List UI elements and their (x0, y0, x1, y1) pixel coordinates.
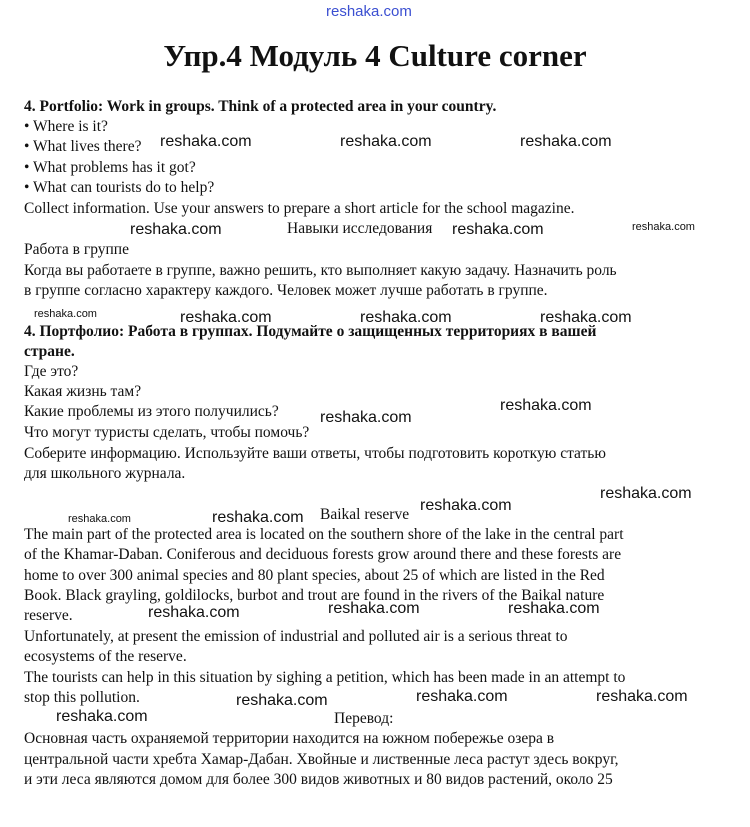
article-line: home to over 300 animal species and 80 plant species, about 25 of which are listed in the Red (24, 567, 605, 584)
translation-line: и эти леса являются домом для более 300 видов животных и 80 видов растений, около 25 (24, 771, 613, 788)
watermark-text: reshaka.com (452, 221, 544, 238)
watermark-text: reshaka.com (320, 409, 412, 426)
watermark-text: reshaka.com (180, 309, 272, 326)
group-work-heading: Работа в группе (24, 241, 129, 258)
article-line: stop this pollution. (24, 689, 140, 706)
watermark-text: reshaka.com (508, 600, 600, 617)
watermark-text: reshaka.com (340, 133, 432, 150)
watermark-text: reshaka.com (596, 688, 688, 705)
watermark-text: reshaka.com (130, 221, 222, 238)
task-ru-heading: стране. (24, 343, 75, 360)
task-en-instruction: Collect information. Use your answers to prepare a short article for the school magazine. (24, 200, 575, 217)
skills-label: Навыки исследования (287, 220, 433, 237)
task-en-question: • Where is it? (24, 118, 108, 135)
task-ru-question: Какие проблемы из этого получились? (24, 403, 279, 420)
article-title: Baikal reserve (320, 506, 410, 523)
group-work-line: в группе согласно характеру каждого. Человек может лучше работать в группе. (24, 282, 548, 299)
article-line: Book. Black grayling, goldilocks, burbot and trout are found in the rivers of the Baikal nature (24, 587, 605, 604)
watermark-text: reshaka.com (56, 708, 148, 725)
watermark-text: reshaka.com (328, 600, 420, 617)
task-ru-instruction: Соберите информацию. Используйте ваши ответы, чтобы подготовить короткую статью (24, 445, 606, 462)
translation-label: Перевод: (334, 710, 394, 727)
watermark-text: reshaka.com (520, 133, 612, 150)
task-ru-question: Где это? (24, 363, 79, 380)
watermark-text: reshaka.com (160, 133, 252, 150)
watermark-text: reshaka.com (212, 509, 304, 526)
article-line: reserve. (24, 607, 73, 624)
watermark-text: reshaka.com (34, 308, 97, 320)
watermark-text: reshaka.com (360, 309, 452, 326)
task-ru-instruction: для школьного журнала. (24, 465, 186, 482)
article-line: The tourists can help in this situation by sighing a petition, which has been made in an attempt to (24, 669, 626, 686)
watermark-text: reshaka.com (148, 604, 240, 621)
watermark-text: reshaka.com (600, 485, 692, 502)
watermark-text: reshaka.com (540, 309, 632, 326)
watermark-text: reshaka.com (236, 692, 328, 709)
task-ru-question: Какая жизнь там? (24, 383, 142, 400)
group-work-line: Когда вы работаете в группе, важно решить, кто выполняет какую задачу. Назначить роль (24, 262, 617, 279)
task-en-question: • What can tourists do to help? (24, 179, 215, 196)
article-line: of the Khamar-Daban. Coniferous and deciduous forests grow around there and these forests are (24, 546, 622, 563)
translation-line: центральной части хребта Хамар-Дабан. Хвойные и лиственные леса растут здесь вокруг, (24, 751, 619, 768)
watermark-text: reshaka.com (500, 397, 592, 414)
task-en-question: • What problems has it got? (24, 159, 196, 176)
task-en-question: • What lives there? (24, 138, 142, 155)
watermark-text: reshaka.com (68, 513, 131, 525)
article-line: The main part of the protected area is located on the southern shore of the lake in the central part (24, 526, 624, 543)
task-ru-heading: 4. Портфолио: Работа в группах. Подумайте о защищенных территориях в вашей (24, 323, 597, 340)
translation-line: Основная часть охраняемой территории находится на южном побережье озера в (24, 730, 555, 747)
article-line: Unfortunately, at present the emission of industrial and polluted air is a serious threat to (24, 628, 568, 645)
watermark-text: reshaka.com (416, 688, 508, 705)
article-line: ecosystems of the reserve. (24, 648, 187, 665)
task-ru-question: Что могут туристы сделать, чтобы помочь? (24, 424, 310, 441)
site-header-link[interactable]: reshaka.com (326, 3, 412, 20)
task-en-heading: 4. Portfolio: Work in groups. Think of a protected area in your country. (24, 98, 497, 115)
page-title: Упр.4 Модуль 4 Culture corner (163, 38, 587, 73)
watermark-text: reshaka.com (420, 497, 512, 514)
watermark-text: reshaka.com (632, 221, 695, 233)
